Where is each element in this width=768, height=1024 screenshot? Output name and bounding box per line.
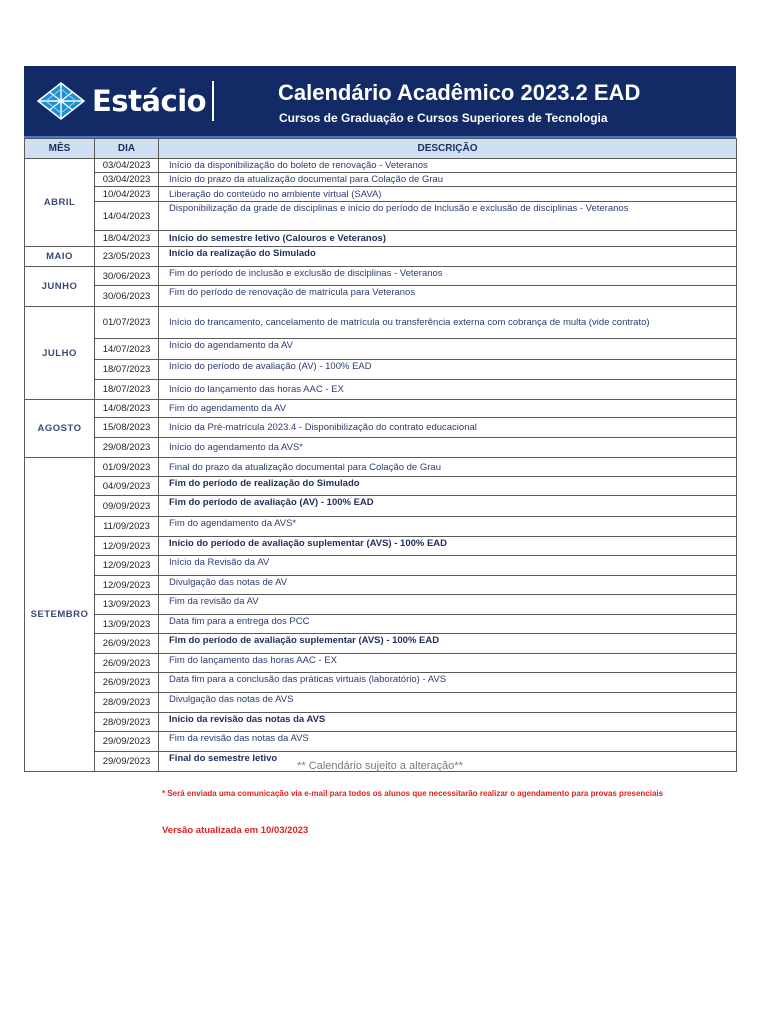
description-cell: Divulgação das notas de AVS [159,693,737,713]
description-cell: Início do período de avaliação suplementar (AVS) - 100% EAD [159,537,737,556]
table-row [25,654,737,673]
table-row [25,438,737,458]
description-cell: Fim do agendamento da AV [159,400,737,418]
date-cell: 14/04/2023 [95,202,159,231]
description-cell: Fim do período de avaliação suplementar (AVS) - 100% EAD [159,634,737,654]
table-row [25,713,737,732]
table-row [25,576,737,595]
date-cell: 03/04/2023 [95,159,159,173]
date-cell: 03/04/2023 [95,173,159,187]
table-row [25,173,737,187]
date-cell: 18/07/2023 [95,360,159,380]
date-cell: 29/09/2023 [95,752,159,772]
date-cell: 14/08/2023 [95,400,159,418]
column-header-descricao: DESCRIÇÃO [159,139,737,159]
month-cell-abril: ABRIL [25,159,95,247]
description-cell: Final do prazo da atualização documental para Colação de Grau [159,458,737,477]
description-cell: Início do semestre letivo (Calouros e Veteranos) [159,231,737,247]
table-row [25,159,737,173]
description-cell: Data fim para a conclusão das práticas virtuais (laboratório) - AVS [159,673,737,693]
subject-to-change-note: ** Calendário sujeito a alteração** [297,760,463,772]
date-cell: 28/09/2023 [95,693,159,713]
month-cell-julho: JULHO [25,307,95,400]
table-row [25,286,737,307]
table-row [25,595,737,615]
logo-wordmark: Estácio [92,84,207,118]
description-cell: Fim do período de realização do Simulado [159,477,737,496]
date-cell: 12/09/2023 [95,556,159,576]
date-cell: 12/09/2023 [95,537,159,556]
date-cell: 12/09/2023 [95,576,159,595]
date-cell: 29/09/2023 [95,732,159,752]
table-row [25,247,737,267]
month-cell-junho: JUNHO [25,267,95,307]
avs-notice: * Será enviada uma comunicação via e-mail para todos os alunos que necessitarão realizar o agendamento para provas presenciais [162,789,664,798]
description-cell: Fim da revisão da AV [159,595,737,615]
table-row [25,231,737,247]
date-cell: 13/09/2023 [95,595,159,615]
table-row [25,307,737,339]
month-cell-maio: MAIO [25,247,95,267]
table-row [25,556,737,576]
table-row [25,634,737,654]
table-row [25,187,737,202]
description-cell: Disponibilização da grade de disciplinas e início do período de Inclusão e exclusão de disciplinas - Veteranos [159,202,737,231]
table-row [25,267,737,286]
description-cell: Fim do agendamento da AVS* [159,517,737,537]
date-cell: 26/09/2023 [95,634,159,654]
date-cell: 18/07/2023 [95,380,159,400]
date-cell: 15/08/2023 [95,418,159,438]
description-cell: Início da disponibilização do boleto de renovação - Veteranos [159,159,737,173]
description-cell: Início do trancamento, cancelamento de matrícula ou transferência externa com cobrança de multa (vide contrato) [159,307,737,339]
table-row [25,732,737,752]
date-cell: 11/09/2023 [95,517,159,537]
calendar-table [24,138,737,772]
table-row [25,517,737,537]
description-cell: Fim do período de avaliação (AV) - 100% EAD [159,496,737,517]
date-cell: 14/07/2023 [95,339,159,360]
description-cell: Fim do período de renovação de matrícula para Veteranos [159,286,737,307]
date-cell: 30/06/2023 [95,267,159,286]
table-row [25,400,737,418]
description-cell: Divulgação das notas de AV [159,576,737,595]
description-cell: Início da realização do Simulado [159,247,737,267]
date-cell: 10/04/2023 [95,187,159,202]
description-cell: Início do prazo da atualização documental para Colação de Grau [159,173,737,187]
date-cell: 18/04/2023 [95,231,159,247]
table-header-row [25,139,737,159]
description-cell: Fim da revisão das notas da AVS [159,732,737,752]
date-cell: 13/09/2023 [95,615,159,634]
calendar-sheet [24,66,736,772]
table-row [25,458,737,477]
date-cell: 01/09/2023 [95,458,159,477]
estacio-logo [36,77,214,125]
table-row [25,615,737,634]
date-cell: 30/06/2023 [95,286,159,307]
description-cell: Fim do período de inclusão e exclusão de disciplinas - Veteranos [159,267,737,286]
table-row [25,339,737,360]
table-row [25,380,737,400]
date-cell: 29/08/2023 [95,438,159,458]
page-title: Calendário Acadêmico 2023.2 EAD [278,80,641,105]
date-cell: 26/09/2023 [95,654,159,673]
table-row [25,418,737,438]
table-row [25,477,737,496]
globe-logo-icon [36,81,86,121]
table-row [25,202,737,231]
description-cell: Início da Revisão da AV [159,556,737,576]
table-row [25,693,737,713]
description-cell: Início do período de avaliação (AV) - 100% EAD [159,360,737,380]
date-cell: 26/09/2023 [95,673,159,693]
table-row [25,496,737,517]
header-banner [24,66,736,136]
column-header-dia: DIA [95,139,159,159]
description-cell: Início do agendamento da AV [159,339,737,360]
description-cell: Liberação do conteúdo no ambiente virtual (SAVA) [159,187,737,202]
logo-divider [212,81,214,121]
page-subtitle: Cursos de Graduação e Cursos Superiores de Tecnologia [279,111,608,125]
month-cell-agosto: AGOSTO [25,400,95,458]
description-cell: Final do semestre letivo [159,752,737,772]
column-header-mes: MÊS [25,139,95,159]
date-cell: 04/09/2023 [95,477,159,496]
date-cell: 01/07/2023 [95,307,159,339]
table-row [25,360,737,380]
description-cell: Início da Pré-matrícula 2023.4 - Disponibilização do contrato educacional [159,418,737,438]
month-cell-setembro: SETEMBRO [25,458,95,772]
description-cell: Data fim para a entrega dos PCC [159,615,737,634]
description-cell: Início do agendamento da AVS* [159,438,737,458]
date-cell: 28/09/2023 [95,713,159,732]
version-note: Versão atualizada em 10/03/2023 [162,825,309,836]
table-row [25,537,737,556]
table-row [25,673,737,693]
description-cell: Fim do lançamento das horas AAC - EX [159,654,737,673]
description-cell: Início da revisão das notas da AVS [159,713,737,732]
date-cell: 23/05/2023 [95,247,159,267]
date-cell: 09/09/2023 [95,496,159,517]
description-cell: Início do lançamento das horas AAC - EX [159,380,737,400]
